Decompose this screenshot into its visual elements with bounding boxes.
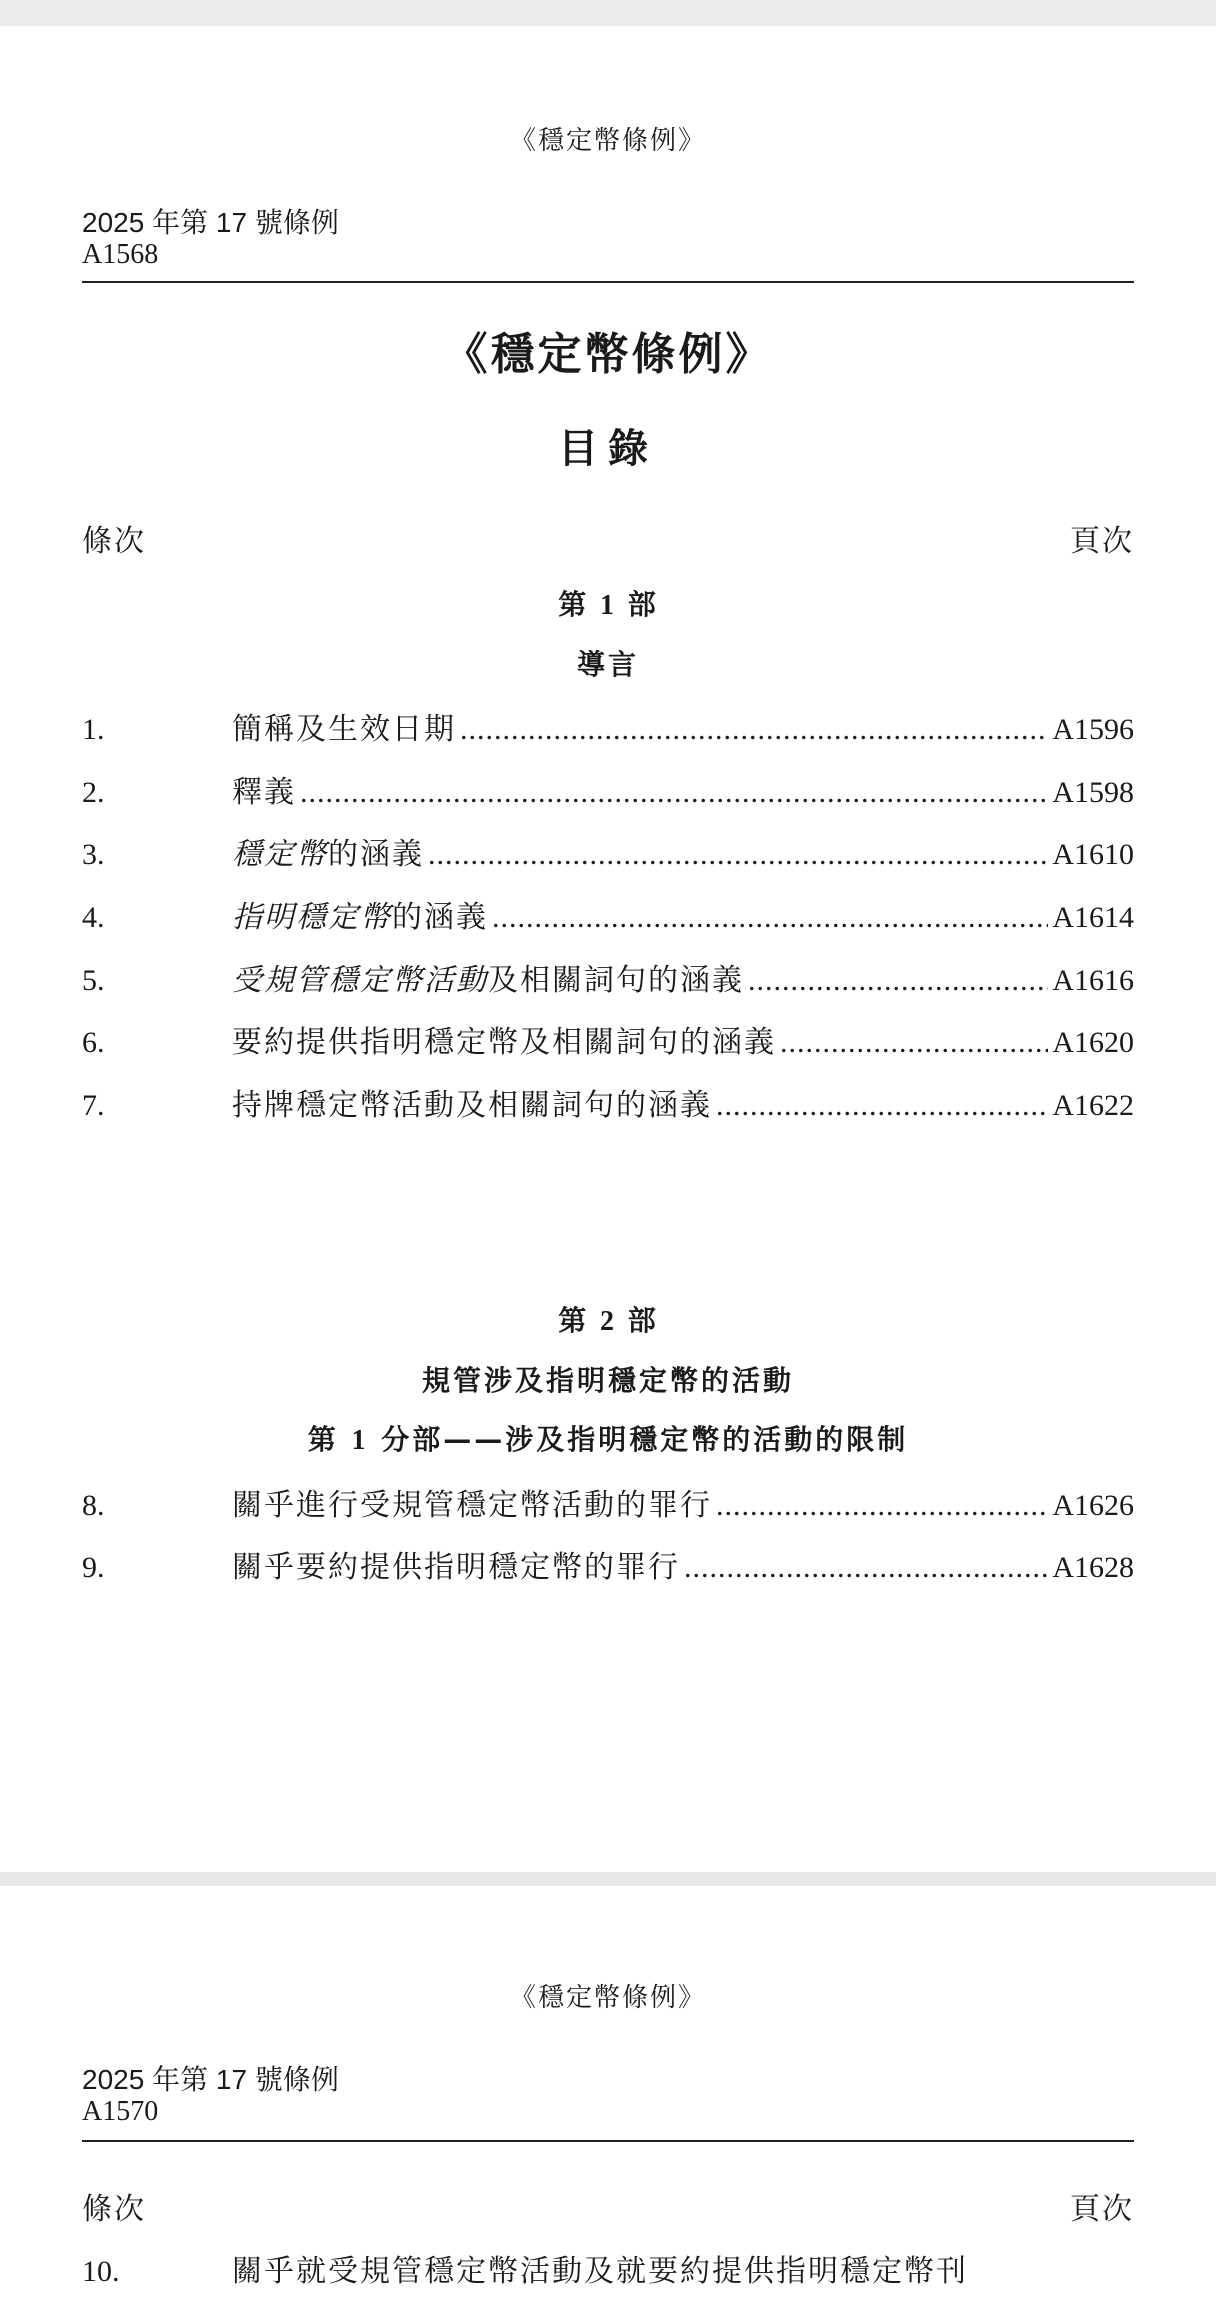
section-title: 關乎進行受規管穩定幣活動的罪行 (232, 1489, 712, 1522)
section-number: 7. (82, 1089, 105, 1122)
toc-entry[interactable] (82, 1080, 1134, 1120)
leader-dots (716, 1489, 1048, 1523)
section-column-label: 條次 (82, 2193, 146, 2226)
part-1-number: 第 1 部 (558, 588, 658, 621)
section-title: 釋義 (232, 776, 296, 809)
ordinance-number: 2025 年第 17 號條例 (82, 207, 339, 239)
part-2-name: 規管涉及指明穩定幣的活動 (421, 1364, 794, 1397)
section-number: 2. (82, 776, 105, 809)
running-title: 《穩定幣條例》 (509, 1983, 706, 2012)
section-number: 1. (82, 713, 105, 746)
leader-dots (300, 776, 1048, 810)
section-column-label: 條次 (82, 525, 146, 558)
header-rule (82, 281, 1134, 283)
document-page-1 (0, 26, 1216, 1872)
toc-entry[interactable] (82, 767, 1134, 807)
page-reference: A1616 (1052, 964, 1134, 997)
page-reference: A1614 (1052, 901, 1134, 934)
section-number: 9. (82, 1551, 105, 1584)
section-title: 簡稱及生效日期 (232, 713, 456, 746)
viewer-top-strip (0, 0, 1216, 26)
section-number: 5. (82, 964, 105, 997)
toc-entry[interactable] (82, 955, 1134, 995)
section-title: 要約提供指明穩定幣及相關詞句的涵義 (232, 1026, 776, 1059)
leader-dots (780, 1026, 1048, 1060)
page-reference: A1628 (1052, 1551, 1134, 1584)
page-reference: A1598 (1052, 776, 1134, 809)
page-reference: A1622 (1052, 1089, 1134, 1122)
leader-dots (428, 838, 1048, 872)
page-code: A1568 (82, 239, 159, 270)
section-number: 3. (82, 838, 105, 871)
leader-dots (748, 964, 1048, 998)
toc-entry[interactable] (82, 829, 1134, 869)
section-title: 關乎就受規管穩定幣活動及就要約提供指明穩定幣刊 (232, 2255, 968, 2288)
main-title: 《穩定幣條例》 (443, 329, 773, 380)
leader-dots (684, 1551, 1048, 1585)
division-heading: 第 1 分部——涉及指明穩定幣的活動的限制 (307, 1423, 909, 1456)
section-title: 指明穩定幣的涵義 (232, 901, 488, 934)
section-number: 10. (82, 2255, 120, 2288)
section-number: 4. (82, 901, 105, 934)
section-title: 受規管穩定幣活動及相關詞句的涵義 (232, 964, 744, 997)
toc-title: 目錄 (558, 426, 658, 472)
leader-dots (716, 1089, 1048, 1123)
page-column-label: 頁次 (1070, 525, 1134, 558)
section-title: 穩定幣的涵義 (232, 838, 424, 871)
toc-entry[interactable] (82, 1480, 1134, 1520)
part-2-number: 第 2 部 (558, 1304, 658, 1337)
toc-entry[interactable] (82, 1542, 1134, 1582)
page-reference: A1620 (1052, 1026, 1134, 1059)
section-title: 持牌穩定幣活動及相關詞句的涵義 (232, 1089, 712, 1122)
part-1-name: 導言 (576, 648, 639, 681)
ordinance-number: 2025 年第 17 號條例 (82, 2064, 339, 2096)
toc-entry[interactable] (82, 704, 1134, 744)
page-reference: A1626 (1052, 1489, 1134, 1522)
page-reference: A1596 (1052, 713, 1134, 746)
section-title: 關乎要約提供指明穩定幣的罪行 (232, 1551, 680, 1584)
toc-entry[interactable] (82, 1017, 1134, 1057)
leader-dots (492, 901, 1048, 935)
toc-entry[interactable] (82, 892, 1134, 932)
page-reference: A1610 (1052, 838, 1134, 871)
header-rule (82, 2140, 1134, 2142)
page-code: A1570 (82, 2096, 159, 2127)
running-title: 《穩定幣條例》 (509, 126, 706, 155)
document-page-2 (0, 1886, 1216, 2301)
toc-entry[interactable] (82, 2246, 1134, 2286)
section-number: 6. (82, 1026, 105, 1059)
leader-dots (460, 713, 1048, 747)
section-number: 8. (82, 1489, 105, 1522)
page-column-label: 頁次 (1070, 2193, 1134, 2226)
